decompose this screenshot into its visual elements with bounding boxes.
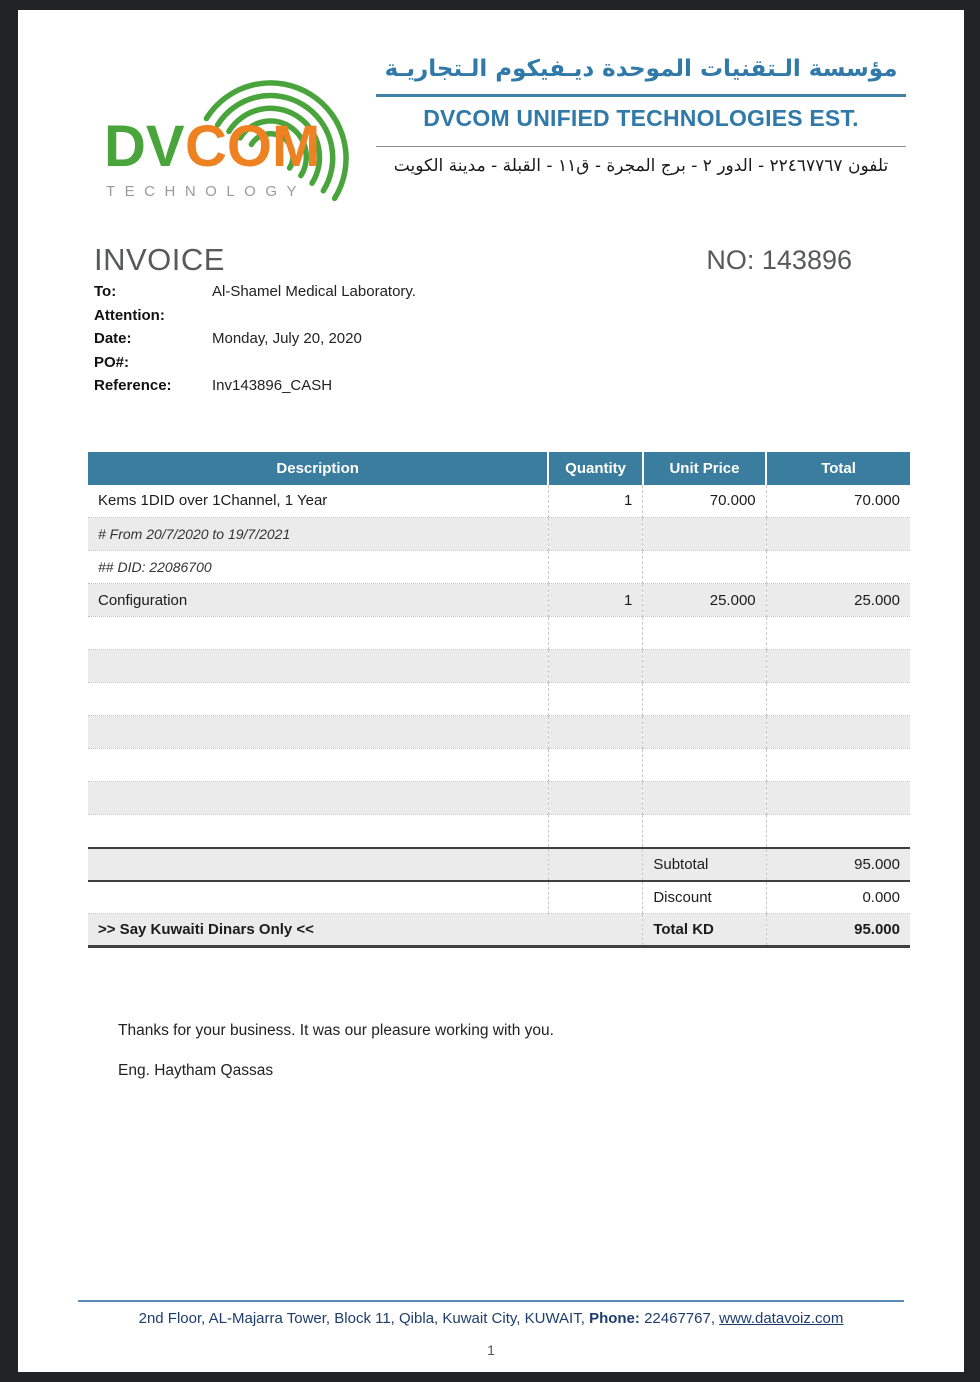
cell-quantity — [548, 650, 643, 683]
footer-divider-blue — [78, 1300, 904, 1302]
grand-total-row — [88, 914, 910, 947]
cell-unit-price — [643, 782, 766, 815]
cell-unit-price — [643, 518, 766, 551]
cell-description — [88, 650, 548, 683]
company-header-block — [376, 44, 906, 202]
cell-quantity — [548, 683, 643, 716]
footer-phone-label: Phone: — [589, 1310, 640, 1327]
cell-empty — [548, 848, 643, 881]
table-row — [88, 584, 910, 617]
cell-description — [88, 617, 548, 650]
table-row — [88, 518, 910, 551]
header-description: Description — [88, 452, 548, 485]
footer-phone-value: 22467767, — [644, 1310, 715, 1327]
dvcom-logo-icon — [102, 44, 358, 202]
cell-empty — [88, 881, 548, 914]
cell-unit-price — [643, 617, 766, 650]
total-label: Total KD — [643, 914, 766, 947]
cell-total — [766, 650, 910, 683]
cell-unit-price — [643, 749, 766, 782]
subtotal-label: Subtotal — [643, 848, 766, 881]
cell-description: Configuration — [88, 584, 548, 617]
invoice-number: NO: 143896 — [706, 245, 852, 275]
company-logo — [102, 44, 358, 202]
subtotal-value: 95.000 — [766, 848, 910, 881]
header-divider-blue — [376, 94, 906, 97]
cell-unit-price: 25.000 — [643, 584, 766, 617]
company-name-english: DVCOM UNIFIED TECHNOLOGIES EST. — [423, 105, 859, 131]
table-row — [88, 617, 910, 650]
cell-quantity — [548, 551, 643, 584]
cell-empty — [88, 848, 548, 881]
invoice-meta — [94, 242, 852, 398]
cell-unit-price — [643, 551, 766, 584]
field-date — [94, 327, 852, 351]
total-value: 95.000 — [766, 914, 910, 947]
cell-total — [766, 551, 910, 584]
field-attention-label: Attention: — [94, 306, 165, 324]
field-to-value: Al-Shamel Medical Laboratory. — [212, 283, 416, 300]
cell-quantity — [548, 518, 643, 551]
cell-unit-price — [643, 650, 766, 683]
line-items-section — [88, 452, 910, 949]
field-reference — [94, 374, 852, 398]
table-row — [88, 650, 910, 683]
table-row — [88, 782, 910, 815]
field-to-label: To: — [94, 283, 117, 300]
thanks-message: Thanks for your business. It was our pleasure working with you. — [118, 1022, 554, 1039]
cell-quantity — [548, 782, 643, 815]
table-row — [88, 749, 910, 782]
footer-contact-line — [18, 1310, 964, 1327]
cell-quantity: 1 — [548, 485, 643, 518]
cell-description — [88, 782, 548, 815]
logo-text-com: COM — [185, 114, 321, 179]
cell-quantity — [548, 815, 643, 848]
cell-unit-price: 70.000 — [643, 485, 766, 518]
cell-description: Kems 1DID over 1Channel, 1 Year — [88, 485, 548, 518]
field-date-value: Monday, July 20, 2020 — [212, 330, 362, 347]
field-reference-value: Inv143896_CASH — [212, 377, 333, 394]
cell-description — [88, 683, 548, 716]
cell-unit-price — [643, 815, 766, 848]
table-header-row — [88, 452, 910, 485]
cell-total — [766, 782, 910, 815]
table-row — [88, 716, 910, 749]
field-to — [94, 280, 852, 304]
cell-total — [766, 518, 910, 551]
invoice-fields — [94, 280, 852, 398]
invoice-title: INVOICE — [94, 242, 225, 277]
header-quantity: Quantity — [548, 452, 643, 485]
company-name-arabic: مؤسسة الـتقنيات الموحدة ديـفيكوم الـتجاريـة — [384, 56, 898, 82]
table-row — [88, 683, 910, 716]
cell-total: 25.000 — [766, 584, 910, 617]
cell-total — [766, 683, 910, 716]
cell-quantity — [548, 716, 643, 749]
table-row — [88, 815, 910, 848]
cell-total — [766, 749, 910, 782]
cell-unit-price — [643, 716, 766, 749]
cell-total: 70.000 — [766, 485, 910, 518]
discount-value: 0.000 — [766, 881, 910, 914]
cell-description — [88, 815, 548, 848]
field-reference-label: Reference: — [94, 377, 172, 394]
cell-empty — [548, 881, 643, 914]
footer-address: 2nd Floor, AL-Majarra Tower, Block 11, Qibla, Kuwait City, KUWAIT, — [138, 1310, 585, 1327]
document-header — [18, 10, 964, 202]
table-row — [88, 551, 910, 584]
cell-total — [766, 617, 910, 650]
cell-description: # From 20/7/2020 to 19/7/2021 — [88, 518, 548, 551]
subtotal-row — [88, 848, 910, 881]
field-po-label: PO#: — [94, 353, 130, 371]
cell-description: ## DID: 22086700 — [88, 551, 548, 584]
logo-tagline: TECHNOLOGY — [106, 183, 307, 200]
cell-quantity: 1 — [548, 584, 643, 617]
signature-name: Eng. Haytham Qassas — [118, 1062, 274, 1079]
cell-description — [88, 716, 548, 749]
cell-total — [766, 716, 910, 749]
cell-quantity — [548, 617, 643, 650]
closing-section — [118, 1022, 964, 1080]
cell-total — [766, 815, 910, 848]
line-items-table — [88, 452, 910, 949]
cell-unit-price — [643, 683, 766, 716]
footer-website-link[interactable]: www.datavoiz.com — [719, 1310, 844, 1327]
page-number: 1 — [487, 1342, 495, 1358]
company-address-arabic: تلفون ٢٢٤٦٧٧٦٧ - الدور ٢ - برج المجرة - ق١١ - القبلة - مدينة الكويت — [393, 156, 889, 176]
field-date-label: Date: — [94, 330, 132, 347]
cell-quantity — [548, 749, 643, 782]
header-divider-gray — [376, 146, 906, 147]
field-po — [94, 351, 852, 375]
header-unit-price: Unit Price — [643, 452, 766, 485]
table-row — [88, 485, 910, 518]
cell-description — [88, 749, 548, 782]
total-note: >> Say Kuwaiti Dinars Only << — [88, 914, 643, 947]
page-footer — [18, 1300, 964, 1358]
discount-row — [88, 881, 910, 914]
header-total: Total — [766, 452, 910, 485]
invoice-page — [18, 10, 964, 1372]
logo-text-dv: DV — [104, 114, 185, 179]
field-attention — [94, 304, 852, 328]
discount-label: Discount — [643, 881, 766, 914]
